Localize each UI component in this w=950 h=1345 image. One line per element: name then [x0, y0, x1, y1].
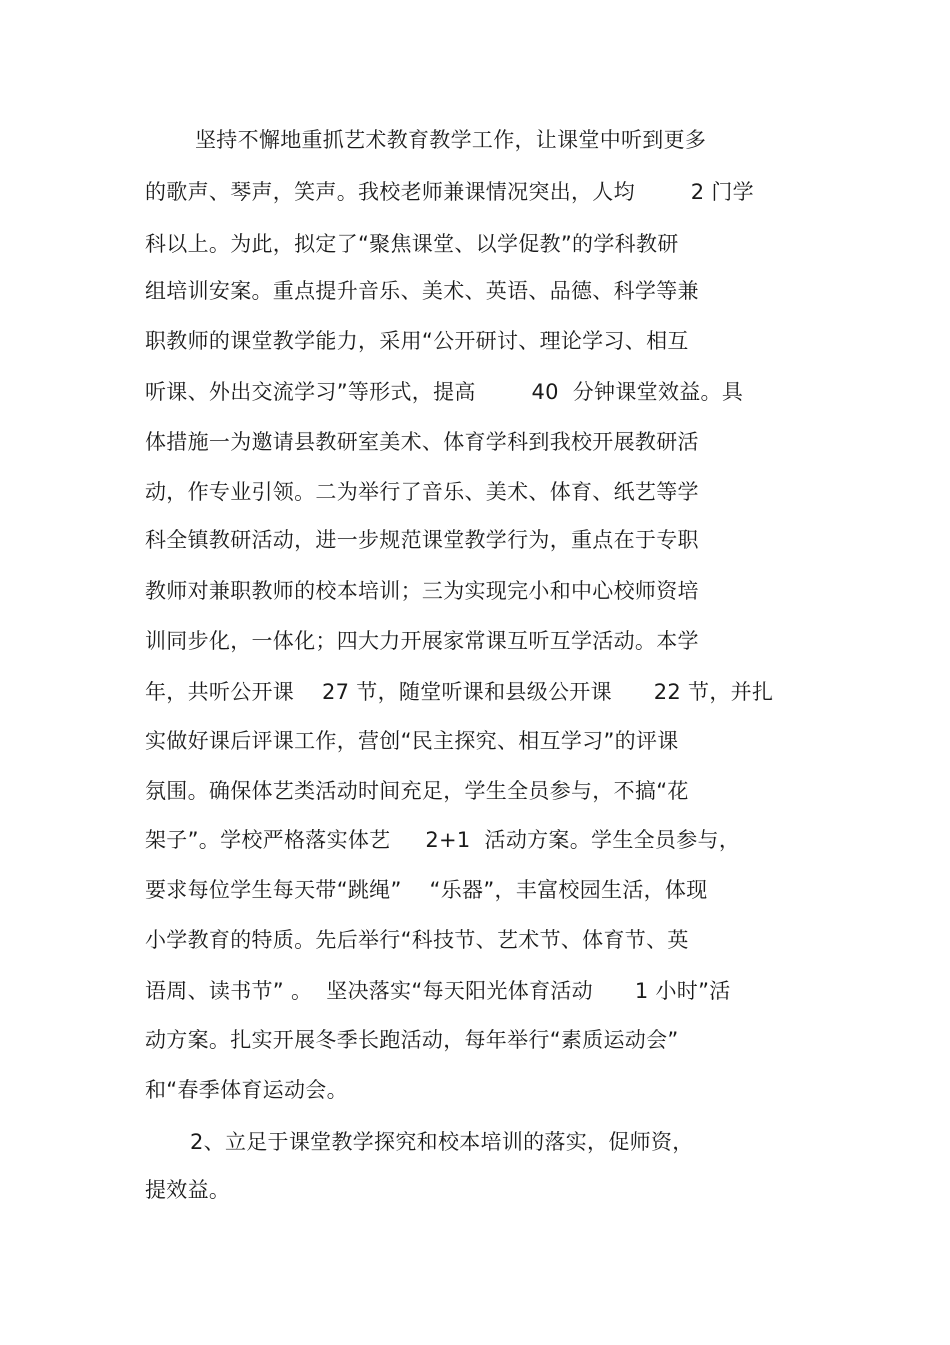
text-line: 语周、读书节” 。 坚决落实“每天阳光体育活动 1 小时”活: [145, 979, 731, 1003]
text-line: 科全镇教研活动，进一步规范课堂教学行为，重点在于专职: [145, 528, 699, 552]
text-line: 科以上。为此，拟定了“聚焦课堂、以学促教”的学科教研: [145, 232, 679, 256]
text-line: 体措施一为邀请县教研室美术、体育学科到我校开展教研活: [145, 430, 699, 454]
text-line: 职教师的课堂教学能力，采用“公开研讨、理论学习、相互: [145, 329, 689, 353]
section-heading: 2、立足于课堂教学探究和校本培训的落实，促师资，: [190, 1130, 694, 1154]
text-line: 组培训安案。重点提升音乐、美术、英语、品德、科学等兼: [145, 279, 699, 303]
text-line: 的歌声、琴声，笑声。我校老师兼课情况突出，人均 2 门学: [145, 180, 754, 204]
text-line: 架子”。学校严格落实体艺 2+1 活动方案。学生全员参与，: [145, 828, 741, 852]
text-line: 坚持不懈地重抓艺术教育教学工作，让课堂中听到更多: [195, 128, 707, 152]
text-line: 听课、外出交流学习”等形式，提高 40 分钟课堂效益。具: [145, 380, 744, 404]
text-line: 实做好课后评课工作，营创“民主探究、相互学习”的评课: [145, 729, 679, 753]
text-line: 和“春季体育运动会。: [145, 1078, 348, 1102]
text-line: 动，作专业引领。二为举行了音乐、美术、体育、纸艺等学: [145, 480, 699, 504]
text-line: 年，共听公开课 27 节，随堂听课和县级公开课 22 节，并扎: [145, 680, 774, 704]
text-line: 教师对兼职教师的校本培训；三为实现完小和中心校师资培: [145, 579, 699, 603]
text-line: 动方案。扎实开展冬季长跑活动，每年举行“素质运动会”: [145, 1028, 679, 1052]
text-line: 小学教育的特质。先后举行“科技节、艺术节、体育节、英: [145, 928, 689, 952]
text-line: 要求每位学生每天带“跳绳” “乐器”，丰富校园生活，体现: [145, 878, 708, 902]
text-line: 氛围。确保体艺类活动时间充足，学生全员参与，不搞“花: [145, 779, 689, 803]
text-line: 提效益。: [145, 1178, 231, 1202]
text-line: 训同步化，一体化；四大力开展家常课互听互学活动。本学: [145, 629, 699, 653]
